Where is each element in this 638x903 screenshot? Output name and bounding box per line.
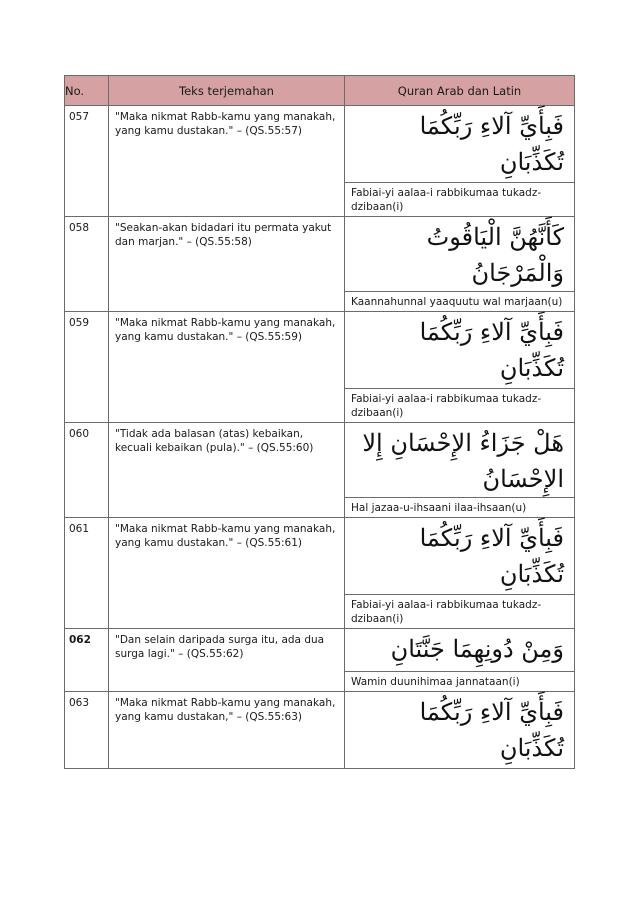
verse-table bbox=[64, 75, 575, 769]
verse-number: 061 bbox=[65, 518, 109, 629]
header-arabic-latin: Quran Arab dan Latin bbox=[345, 76, 575, 106]
verse-number: 060 bbox=[65, 423, 109, 518]
verse-latin: Hal jazaa-u-ihsaani ilaa-ihsaan(u) bbox=[345, 498, 575, 518]
arabic-line: هَلْ جَزَاءُ الإِحْسَانِ إِلا bbox=[362, 429, 564, 457]
verse-translation: "Tidak ada balasan (atas) kebaikan, kecuali kebaikan (pula)." – (QS.55:60) bbox=[109, 423, 345, 518]
verse-row-060 bbox=[65, 423, 575, 498]
verse-number: 062 bbox=[65, 629, 109, 692]
verse-arabic bbox=[345, 217, 575, 292]
verse-number: 059 bbox=[65, 312, 109, 423]
verse-latin: Kaannahunnal yaaquutu wal marjaan(u) bbox=[345, 292, 575, 312]
verse-arabic bbox=[345, 106, 575, 183]
arabic-line: وَالْمَرْجَانُ bbox=[471, 259, 564, 287]
verse-number: 057 bbox=[65, 106, 109, 217]
arabic-line: الإِحْسَانُ bbox=[482, 465, 564, 493]
verse-latin: Fabiai-yi aalaa-i rabbikumaa tukadz-dzibaan(i) bbox=[345, 183, 575, 217]
verse-arabic bbox=[345, 629, 575, 672]
verse-row-061 bbox=[65, 518, 575, 595]
verse-arabic bbox=[345, 312, 575, 389]
verse-row-057 bbox=[65, 106, 575, 183]
verse-latin: Wamin duunihimaa jannataan(i) bbox=[345, 672, 575, 692]
arabic-line: فَبِأَيِّ آلاءِ رَبِّكُمَا bbox=[419, 318, 564, 346]
arabic-line: فَبِأَيِّ آلاءِ رَبِّكُمَا bbox=[419, 698, 564, 726]
header-translation: Teks terjemahan bbox=[109, 76, 345, 106]
verse-arabic bbox=[345, 423, 575, 498]
verse-translation: "Maka nikmat Rabb-kamu yang manakah, yang kamu dustakan." – (QS.55:57) bbox=[109, 106, 345, 217]
arabic-line: كَأَنَّهُنَّ الْيَاقُوتُ bbox=[426, 223, 564, 251]
verse-translation: "Seakan-akan bidadari itu permata yakut dan marjan." – (QS.55:58) bbox=[109, 217, 345, 312]
arabic-line: تُكَذِّبَانِ bbox=[499, 354, 564, 382]
verse-row-059 bbox=[65, 312, 575, 389]
header-row bbox=[65, 76, 575, 106]
arabic-line: فَبِأَيِّ آلاءِ رَبِّكُمَا bbox=[419, 112, 564, 140]
verse-translation: "Maka nikmat Rabb-kamu yang manakah, yang kamu dustakan." – (QS.55:59) bbox=[109, 312, 345, 423]
arabic-line: وَمِنْ دُونِهِمَا جَنَّتَانِ bbox=[390, 635, 564, 663]
verse-arabic bbox=[345, 518, 575, 595]
verse-number: 063 bbox=[65, 692, 109, 769]
arabic-line: تُكَذِّبَانِ bbox=[499, 148, 564, 176]
verse-latin: Fabiai-yi aalaa-i rabbikumaa tukadz-dzibaan(i) bbox=[345, 389, 575, 423]
header-no: No. bbox=[65, 76, 109, 106]
arabic-line: تُكَذِّبَانِ bbox=[499, 734, 564, 762]
arabic-line: فَبِأَيِّ آلاءِ رَبِّكُمَا bbox=[419, 524, 564, 552]
verse-row-058 bbox=[65, 217, 575, 292]
verse-number: 058 bbox=[65, 217, 109, 312]
verse-row-062 bbox=[65, 629, 575, 672]
verse-row-063 bbox=[65, 692, 575, 769]
verse-translation: "Maka nikmat Rabb-kamu yang manakah, yang kamu dustakan." – (QS.55:61) bbox=[109, 518, 345, 629]
verse-translation: "Maka nikmat Rabb-kamu yang manakah, yang kamu dustakan," – (QS.55:63) bbox=[109, 692, 345, 769]
verse-translation: "Dan selain daripada surga itu, ada dua surga lagi." – (QS.55:62) bbox=[109, 629, 345, 692]
verse-latin: Fabiai-yi aalaa-i rabbikumaa tukadz-dzibaan(i) bbox=[345, 595, 575, 629]
verse-arabic bbox=[345, 692, 575, 769]
arabic-line: تُكَذِّبَانِ bbox=[499, 560, 564, 588]
